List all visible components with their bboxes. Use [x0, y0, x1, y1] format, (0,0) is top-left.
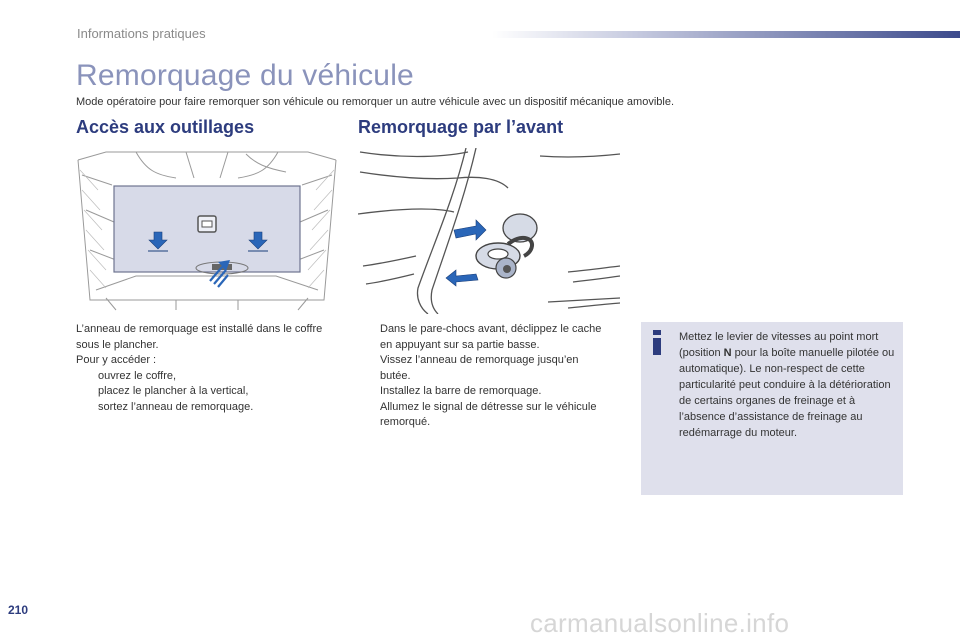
front-towing-text — [358, 322, 608, 431]
heading-tool-access: Accès aux outillages — [76, 117, 255, 137]
list-item — [358, 322, 608, 353]
tool-access-label: Pour y accéder : — [76, 354, 157, 366]
tool-access-text — [76, 322, 324, 415]
front-bumper-illustration — [358, 148, 620, 314]
list-item — [76, 400, 324, 416]
info-text — [679, 329, 895, 441]
step-text: Allumez le signal de détresse sur le véhicule remorqué. — [380, 400, 597, 428]
step-text: sortez l’anneau de remorquage. — [98, 400, 254, 413]
tool-access-steps — [76, 369, 324, 416]
info-text-before: Mettez le levier de vitesses au point mort (position — [679, 331, 879, 359]
tool-access-intro: L’anneau de remorquage est installé dans le coffre sous le plancher. — [76, 323, 323, 351]
step-text: Dans le pare-chocs avant, déclippez le cache en appuyant sur sa partie basse. — [380, 323, 602, 351]
info-box — [641, 322, 903, 495]
trunk-illustration — [76, 150, 338, 312]
watermark: carmanualsonline.info — [530, 608, 790, 638]
list-item — [358, 400, 608, 431]
step-text: ouvrez le coffre, — [98, 369, 177, 382]
list-item — [358, 384, 608, 400]
header-bar — [492, 31, 960, 38]
page-subtitle: Mode opératoire pour faire remorquer son véhicule ou remorquer un autre véhicule avec un dispositif mécanique amovible. — [76, 96, 674, 108]
gear-position: N — [723, 347, 732, 359]
step-text: placez le plancher à la vertical, — [98, 385, 249, 397]
info-text-after: pour la boîte manuelle pilotée ou automatique). Le non-respect de cette particularité peut conduire à la détérioration de certains organes de freinage et à l’absence d’assistance de freinage au redémarrage du moteur. — [679, 347, 895, 439]
list-item — [76, 369, 324, 385]
list-item — [76, 384, 324, 400]
step-text: Vissez l’anneau de remorquage jusqu’en butée. — [380, 354, 579, 382]
page-title: Remorquage du véhicule — [76, 59, 414, 92]
section-label: Informations pratiques — [77, 26, 206, 41]
list-item — [358, 353, 608, 384]
step-text: Installez la barre de remorquage. — [380, 385, 542, 397]
heading-front-towing: Remorquage par l’avant — [358, 117, 564, 137]
page-number: 210 — [8, 603, 29, 617]
front-towing-steps — [358, 322, 608, 431]
info-icon — [652, 330, 662, 354]
